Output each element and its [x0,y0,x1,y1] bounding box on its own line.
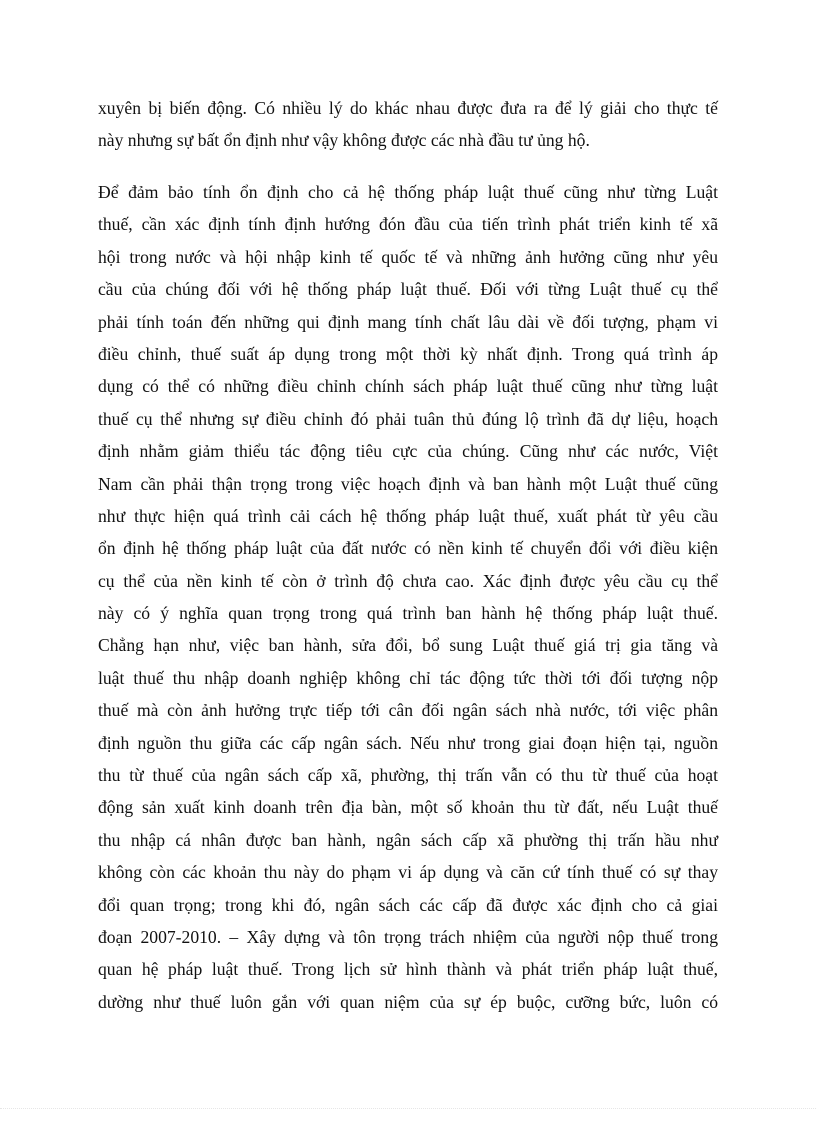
text-line: như thực hiện quá trình cải cách hệ thống pháp luật thuế, xuất phát từ yêu cầu [98,505,718,526]
text-line: Chẳng hạn như, việc ban hành, sửa đổi, bổ sung Luật thuế giá trị gia tăng và [98,635,718,656]
text-line: luật thuế thu nhập doanh nghiệp không chỉ tác động tức thời tới đối tượng nộp [98,667,718,688]
text-line: cầu của chúng đối với hệ thống pháp luật thuế. Đối với từng Luật thuế cụ thể [98,279,718,300]
text-line: động sản xuất kinh doanh trên địa bàn, một số khoản thu từ đất, nếu Luật thuế [98,797,718,818]
text-line: phải tính toán đến những qui định mang tính chất lâu dài về đối tượng, phạm vi [98,311,718,332]
text-line: Nam cần phải thận trọng trong việc hoạch định và ban hành một Luật thuế cũng [98,473,718,494]
text-line: điều chỉnh, thuế suất áp dụng trong một thời kỳ nhất định. Trong quá trình áp [98,343,718,364]
page-bottom-divider [0,1108,816,1109]
text-line: này có ý nghĩa quan trọng trong quá trình ban hành hệ thống pháp luật thuế. [98,603,718,624]
text-line: Để đảm bảo tính ổn định cho cả hệ thống pháp luật thuế cũng như từng Luật [98,182,718,202]
text-line: đoạn 2007-2010. – Xây dựng và tôn trọng trách nhiệm của người nộp thuế trong [98,926,718,947]
text-line: ổn định hệ thống pháp luật của đất nước có nền kinh tế chuyển đổi với điều kiện [98,538,718,559]
text-line: cụ thể của nền kinh tế còn ở trình độ chưa cao. Xác định được yêu cầu cụ thể [98,570,718,591]
text-line: này nhưng sự bất ổn định như vậy không được các nhà đầu tư ủng hộ. [98,130,590,151]
text-line: thuế, cần xác định tính định hướng đón đầu của tiến trình phát triển kinh tế xã [98,214,718,235]
text-line: định nhằm giảm thiểu tác động tiêu cực của chúng. Cũng như các nước, Việt [98,441,718,462]
text-line: thu từ thuế của ngân sách cấp xã, phường, thị trấn vẫn có thu từ thuế của hoạt [98,765,718,786]
paragraph-2 [98,176,718,1018]
text-line: thuế cụ thể nhưng sự điều chỉnh đó phải tuân thủ đúng lộ trình đã dự liệu, hoạch [98,408,718,429]
text-line: định nguồn thu giữa các cấp ngân sách. Nếu như trong giai đoạn hiện tại, nguồn [98,732,718,753]
text-line: dụng có thể có những điều chỉnh chính sách pháp luật thuế cũng như từng luật [98,376,718,397]
paragraph-1 [98,92,718,157]
text-line: xuyên bị biến động. Có nhiều lý do khác nhau được đưa ra để lý giải cho thực tế [98,98,718,118]
text-line: hội trong nước và hội nhập kinh tế quốc tế và những ảnh hưởng cũng như yêu [98,246,718,267]
text-line: thu nhập cá nhân được ban hành, ngân sách cấp xã phường thị trấn hầu như [98,829,718,850]
text-line: thuế mà còn ảnh hưởng trực tiếp tới cân đối ngân sách nhà nước, tới việc phân [98,700,718,721]
text-line: không còn các khoản thu này do phạm vi áp dụng và căn cứ tính thuế có sự thay [98,862,718,883]
text-line: dường như thuế luôn gắn với quan niệm của sự ép buộc, cưỡng bức, luôn có [98,991,718,1012]
text-line: quan hệ pháp luật thuế. Trong lịch sử hình thành và phát triển pháp luật thuế, [98,959,718,980]
text-line: đổi quan trọng; trong khi đó, ngân sách các cấp đã được xác định cho cả giai [98,894,718,915]
